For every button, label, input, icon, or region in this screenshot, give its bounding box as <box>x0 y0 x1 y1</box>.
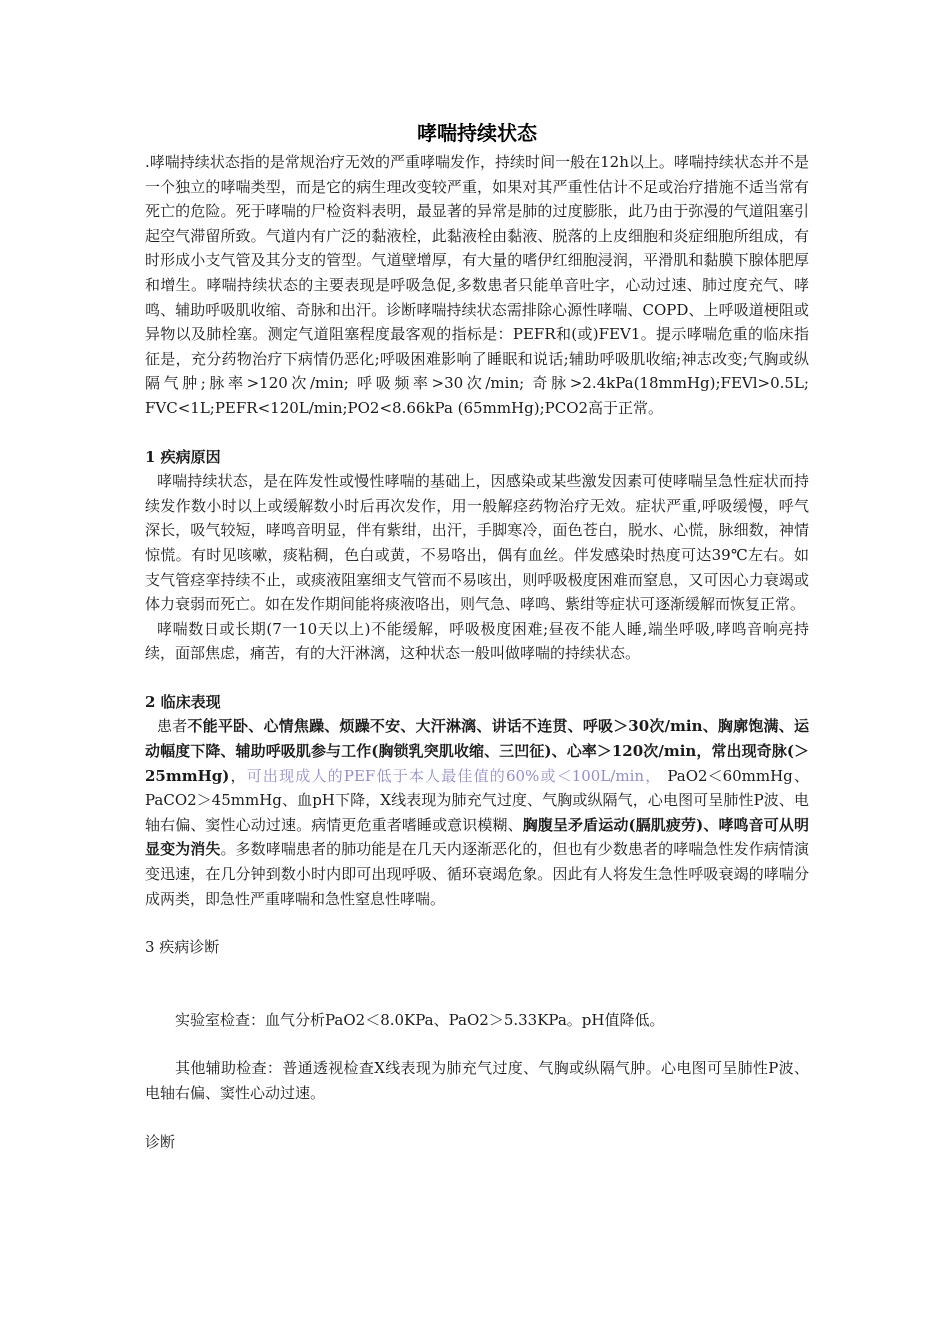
cause-paragraph-1: 哮喘持续状态，是在阵发性或慢性哮喘的基础上，因感染或某些激发因素可使哮喘呈急性症状而持续发作数小时以上或缓解数小时后再次发作，用一般解痉药物治疗无效。症状严重,呼吸缓慢，呼气深长，吸气较短，哮鸣音明显，伴有紫绀，出汗，手脚寒冷，面色苍白，脱水、心慌，脉细数，神情惊慌。有时见咳嗽，痰粘稠，色白或黄，不易咯出，偶有血丝。伴发感染时热度可达39℃左右。如支气管痉挛持续不止，或痰液阻塞细支气管而不易咳出，则呼吸极度困难而窒息，又可因心力衰竭或体力衰弱而死亡。如在发作期间能将痰液咯出，则气急、哮鸣、紫绀等症状可逐渐缓解而恢复正常。 <box>145 472 809 614</box>
diagnosis-label: 诊断 <box>145 1132 176 1151</box>
clinical-text-bold-2: 胸腹呈矛盾运动(膈肌疲劳)、哮鸣音可从明显变为消失 <box>145 815 809 859</box>
section-heading-diagnosis: 3 疾病诊断 <box>145 938 220 957</box>
clinical-paragraph <box>145 714 809 911</box>
other-exam-paragraph: 其他辅助检查：普通透视检查X线表现为肺充气过度、气胸或纵隔气肿。心电图可呈肺性P波、电轴右偏、窦性心动过速。 <box>145 1059 809 1102</box>
intro-paragraph: .哮喘持续状态指的是常规治疗无效的严重哮喘发作，持续时间一般在12h以上。哮喘持续状态并不是一个独立的哮喘类型，而是它的病生理改变较严重，如果对其严重性估计不足或治疗措施不适当常有死亡的危险。死于哮喘的尸检资料表明，最显著的异常是肺的过度膨胀，此乃由于弥漫的气道阻塞引起空气滞留所致。气道内有广泛的黏液栓，此黏液栓由黏液、脱落的上皮细胞和炎症细胞所组成，有时形成小支气管及其分支的管型。气道壁增厚，有大量的嗜伊红细胞浸润，平滑肌和黏膜下腺体肥厚和增生。哮喘持续状态的主要表现是呼吸急促,多数患者只能单音吐字，心动过速、肺过度充气、哮鸣、辅助呼吸肌收缩、奇脉和出汗。诊断哮喘持续状态需排除心源性哮喘、COPD、上呼吸道梗阻或异物以及肺栓塞。测定气道阻塞程度最客观的指标是：PEFR和(或)FEV1。提示哮喘危重的临床指征是，充分药物治疗下病情仍恶化;呼吸困难影响了睡眠和说话;辅助呼吸肌收缩;神志改变;气胸或纵隔气肿;脉率>120次/min; 呼吸频率>30次/min; 奇脉>2.4kPa(18mmHg);FEVl>0.5L; FVC<1L;PEFR<120L/min;PO2<8.66kPa (65mmHg);PCO2高于正常。 <box>145 153 809 417</box>
cause-paragraph-2: 哮喘数日或长期(7一10天以上)不能缓解，呼吸极度困难;昼夜不能人睡,端坐呼吸,哮鸣音响亮持续，面部焦虑，痛苦，有的大汗淋漓，这种状态一般叫做哮喘的持续状态。 <box>145 619 809 663</box>
spacer <box>145 1032 809 1056</box>
spacer <box>145 1106 809 1130</box>
clinical-text-2: ， <box>229 766 247 785</box>
spacer <box>145 960 809 1008</box>
document-page <box>145 118 809 1154</box>
clinical-text-3: PaO2＜60mmHg、PaCO2＞45mmHg、血pH下降，X线表现为肺充气过度、气胸或纵隔气，心电图可呈肺性P波、电轴右偏、窦性心动过速。病情更危重者嗜睡或意识模糊、 <box>145 766 809 834</box>
clinical-text-4: 。多数哮喘患者的肺功能是在几天内逐渐恶化的，但也有少数患者的哮喘急性发作病情演变迅速，在几分钟到数小时内即可出现呼吸、循环衰竭危象。因此有人将发生急性呼吸衰竭的哮喘分成两类，即急性严重哮喘和急性窒息性哮喘。 <box>145 840 809 908</box>
section-heading-clinical: 2 临床表现 <box>145 692 221 711</box>
clinical-text-1: 患者 <box>157 717 188 736</box>
clinical-text-bold-1: 不能平卧、心情焦躁、烦躁不安、大汗淋漓、讲话不连贯、呼吸＞30次/min、胸廓饱满、运动幅度下降、辅助呼吸肌参与工作(胸锁乳突肌收缩、三凹征)、心率＞120次/min，常出现奇脉(＞25mmHg) <box>145 717 809 785</box>
page-title: 哮喘持续状态 <box>417 121 537 145</box>
lab-exam-paragraph: 实验室检查：血气分析PaO2＜8.0KPa、PaO2＞5.33KPa。pH值降低。 <box>175 1010 665 1029</box>
clinical-text-faded: 可出现成人的PEF低于本人最佳值的60%或＜100L/min， <box>246 766 662 785</box>
section-heading-cause: 1 疾病原因 <box>145 447 221 466</box>
